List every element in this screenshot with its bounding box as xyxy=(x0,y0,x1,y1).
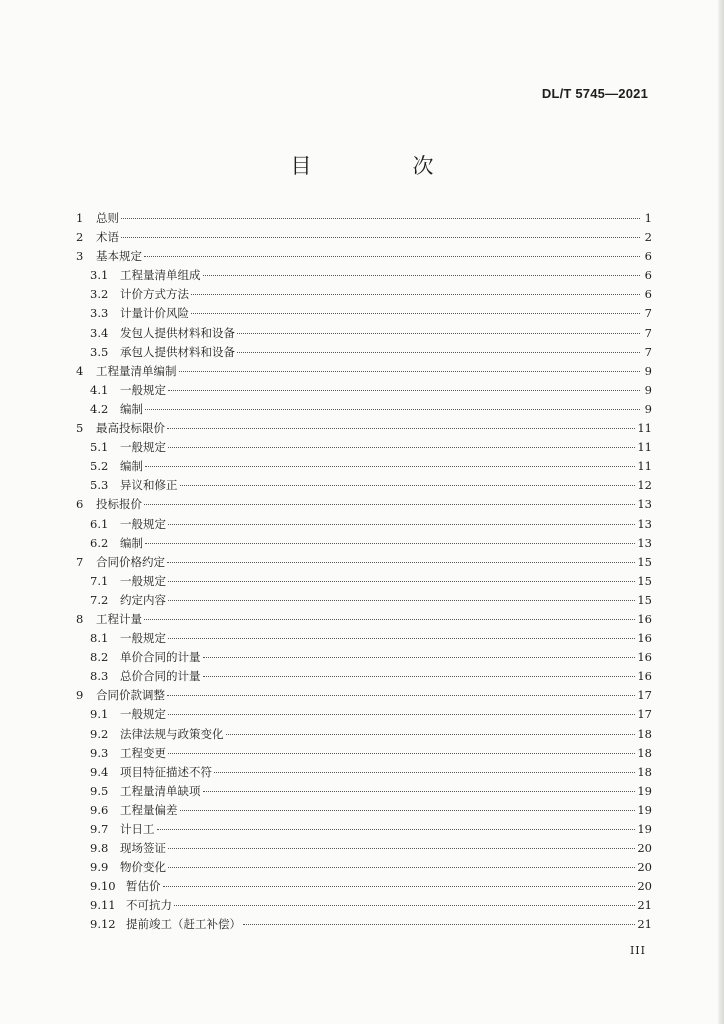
toc-entry[interactable] xyxy=(76,706,652,725)
toc-dot-leader xyxy=(167,562,635,563)
toc-entry[interactable] xyxy=(76,363,652,382)
toc-entry[interactable] xyxy=(76,305,652,324)
toc-entry[interactable] xyxy=(76,286,652,305)
toc-entry-number: 3.4 xyxy=(90,325,109,340)
toc-entry-page: 21 xyxy=(637,917,652,932)
toc-entry-page: 6 xyxy=(644,287,652,302)
toc-entry-number: 6.2 xyxy=(90,535,109,550)
toc-dot-leader xyxy=(145,543,635,544)
toc-entry-title: 工程量清单缺项 xyxy=(120,783,201,798)
toc-entry-title: 单价合同的计量 xyxy=(120,650,201,665)
toc-entry-number: 5 xyxy=(76,421,84,436)
toc-dot-leader xyxy=(180,810,636,811)
toc-entry-title: 编制 xyxy=(120,401,143,416)
toc-entry-page: 9 xyxy=(644,401,652,416)
toc-entry-page: 9 xyxy=(644,363,652,378)
toc-entry-title: 项目特征描述不符 xyxy=(120,764,212,779)
toc-entry[interactable] xyxy=(76,248,652,267)
toc-entry-title: 工程计量 xyxy=(96,611,142,626)
toc-entry-page: 19 xyxy=(637,802,652,817)
toc-entry-title: 总价合同的计量 xyxy=(120,669,201,684)
toc-entry[interactable] xyxy=(76,802,652,821)
toc-entry-page: 2 xyxy=(644,230,652,245)
toc-entry-page: 13 xyxy=(637,497,652,512)
toc-dot-leader xyxy=(243,924,635,925)
toc-dot-leader xyxy=(203,657,636,658)
toc-entry-number: 3.3 xyxy=(90,306,109,321)
toc-entry-number: 9.12 xyxy=(90,917,116,932)
toc-entry-number: 4 xyxy=(76,363,84,378)
toc-entry-number: 3 xyxy=(76,249,84,264)
toc-dot-leader xyxy=(203,676,636,677)
toc-entry-page: 12 xyxy=(637,478,652,493)
toc-entry-title: 提前竣工（赶工补偿） xyxy=(126,917,241,932)
toc-entry-page: 11 xyxy=(637,440,652,455)
toc-entry-number: 7 xyxy=(76,554,84,569)
toc-dot-leader xyxy=(157,829,636,830)
toc-dot-leader xyxy=(163,886,636,887)
toc-entry-page: 17 xyxy=(637,688,652,703)
toc-entry[interactable] xyxy=(76,401,652,420)
toc-dot-leader xyxy=(237,333,640,334)
toc-dot-leader xyxy=(168,714,635,715)
toc-entry-number: 9.7 xyxy=(90,822,109,836)
toc-entry-title: 一般规定 xyxy=(120,516,166,531)
toc-entry-title: 一般规定 xyxy=(120,440,166,455)
toc-dot-leader xyxy=(168,867,635,868)
toc-entry[interactable] xyxy=(76,516,652,535)
toc-entry[interactable] xyxy=(76,726,652,745)
toc-entry[interactable] xyxy=(76,573,652,592)
toc-entry[interactable] xyxy=(76,325,652,344)
toc-entry-page: 18 xyxy=(637,745,652,760)
toc-entry[interactable] xyxy=(76,821,652,840)
toc-entry-page: 16 xyxy=(637,669,652,684)
toc-entry-page: 6 xyxy=(644,268,652,283)
toc-entry-number: 9.3 xyxy=(90,745,109,760)
toc-dot-leader xyxy=(226,734,636,735)
toc-entry-number: 7.2 xyxy=(90,592,109,607)
toc-entry[interactable] xyxy=(76,496,652,515)
table-of-contents xyxy=(76,210,652,936)
toc-entry-title: 发包人提供材料和设备 xyxy=(120,325,235,340)
toc-entry[interactable] xyxy=(76,649,652,668)
toc-dot-leader xyxy=(144,504,635,505)
toc-entry-page: 16 xyxy=(637,611,652,626)
toc-entry-page: 15 xyxy=(637,554,652,569)
toc-entry-page: 20 xyxy=(637,860,652,875)
toc-dot-leader xyxy=(144,256,640,257)
toc-entry[interactable] xyxy=(76,439,652,458)
toc-dot-leader xyxy=(191,313,640,314)
toc-entry-number: 9 xyxy=(76,688,84,703)
toc-entry-title: 承包人提供材料和设备 xyxy=(120,344,235,359)
toc-entry-title: 计日工 xyxy=(120,822,155,836)
toc-entry-number: 8 xyxy=(76,611,84,626)
toc-dot-leader xyxy=(145,409,640,410)
toc-entry-title: 一般规定 xyxy=(120,631,166,646)
toc-entry[interactable] xyxy=(76,382,652,401)
toc-dot-leader xyxy=(168,638,635,639)
toc-dot-leader xyxy=(168,390,640,391)
toc-entry-title: 法律法规与政策变化 xyxy=(120,726,224,741)
toc-entry-page: 13 xyxy=(637,516,652,531)
toc-entry-number: 3.2 xyxy=(90,287,109,302)
toc-entry-title: 现场签证 xyxy=(120,841,166,856)
toc-entry-number: 8.2 xyxy=(90,650,109,665)
toc-entry-page: 7 xyxy=(644,325,652,340)
toc-entry[interactable] xyxy=(76,229,652,248)
toc-dot-leader xyxy=(203,791,636,792)
toc-entry-title: 一般规定 xyxy=(120,573,166,588)
toc-entry-title: 编制 xyxy=(120,535,143,550)
toc-entry-page: 1 xyxy=(644,211,652,225)
toc-entry-page: 18 xyxy=(637,726,652,741)
toc-dot-leader xyxy=(237,352,640,353)
toc-dot-leader xyxy=(144,619,635,620)
toc-entry-title: 不可抗力 xyxy=(126,898,172,913)
toc-dot-leader xyxy=(168,600,635,601)
toc-dot-leader xyxy=(168,753,635,754)
toc-entry[interactable] xyxy=(76,840,652,859)
toc-entry[interactable] xyxy=(76,477,652,496)
toc-entry-page: 16 xyxy=(637,650,652,665)
toc-entry-number: 9.6 xyxy=(90,802,109,817)
toc-dot-leader xyxy=(168,524,635,525)
page-title: 目 次 xyxy=(290,154,474,178)
toc-entry[interactable] xyxy=(76,878,652,897)
toc-entry-page: 19 xyxy=(637,783,652,798)
toc-entry[interactable] xyxy=(76,916,652,935)
toc-entry-title: 合同价格约定 xyxy=(96,554,165,569)
toc-entry-page: 20 xyxy=(637,879,652,894)
toc-dot-leader xyxy=(180,485,636,486)
toc-entry-number: 4.1 xyxy=(90,382,109,397)
toc-entry-title: 工程量偏差 xyxy=(120,802,178,817)
toc-entry-number: 5.2 xyxy=(90,459,109,474)
toc-entry-page: 13 xyxy=(637,535,652,550)
toc-entry-number: 9.4 xyxy=(90,764,109,779)
page-number: III xyxy=(629,944,646,957)
toc-entry-number: 9.5 xyxy=(90,783,109,798)
toc-entry-number: 2 xyxy=(76,230,84,245)
toc-entry-title: 物价变化 xyxy=(120,860,166,875)
toc-entry-title: 计量计价风险 xyxy=(120,306,189,321)
standard-code: DL/T 5745—2021 xyxy=(541,86,648,101)
toc-entry[interactable] xyxy=(76,668,652,687)
toc-entry[interactable] xyxy=(76,611,652,630)
toc-entry-number: 9.2 xyxy=(90,726,109,741)
toc-entry-page: 11 xyxy=(637,459,652,474)
toc-entry-number: 6.1 xyxy=(90,516,109,531)
toc-entry-number: 8.3 xyxy=(90,669,109,684)
toc-entry-number: 7.1 xyxy=(90,573,109,588)
toc-dot-leader xyxy=(191,294,640,295)
toc-entry[interactable] xyxy=(76,630,652,649)
toc-entry-title: 最高投标限价 xyxy=(96,421,165,436)
toc-dot-leader xyxy=(121,237,640,238)
toc-entry-title: 工程变更 xyxy=(120,745,166,760)
toc-entry-page: 15 xyxy=(637,573,652,588)
toc-entry-page: 7 xyxy=(644,344,652,359)
toc-dot-leader xyxy=(168,848,635,849)
toc-entry[interactable] xyxy=(76,535,652,554)
toc-entry-page: 16 xyxy=(637,631,652,646)
toc-entry-page: 17 xyxy=(637,707,652,722)
toc-entry-title: 术语 xyxy=(96,230,119,245)
toc-entry[interactable] xyxy=(76,554,652,573)
toc-dot-leader xyxy=(168,447,635,448)
toc-entry-number: 1 xyxy=(76,211,84,225)
toc-entry[interactable] xyxy=(76,859,652,878)
toc-entry-page: 18 xyxy=(637,764,652,779)
toc-entry[interactable] xyxy=(76,745,652,764)
toc-entry-title: 工程量清单编制 xyxy=(96,363,177,378)
toc-entry-title: 约定内容 xyxy=(120,592,166,607)
toc-entry-page: 7 xyxy=(644,306,652,321)
toc-dot-leader xyxy=(174,905,635,906)
toc-entry-number: 3.1 xyxy=(90,268,109,283)
toc-dot-leader xyxy=(167,428,635,429)
toc-entry[interactable] xyxy=(76,783,652,802)
toc-entry-number: 9.9 xyxy=(90,860,109,875)
toc-entry[interactable] xyxy=(76,458,652,477)
toc-entry-title: 计价方式方法 xyxy=(120,287,189,302)
toc-entry-page: 21 xyxy=(637,898,652,913)
toc-entry-number: 4.2 xyxy=(90,401,109,416)
toc-dot-leader xyxy=(203,275,641,276)
toc-entry-title: 一般规定 xyxy=(120,382,166,397)
toc-entry[interactable] xyxy=(76,897,652,916)
toc-entry-page: 15 xyxy=(637,592,652,607)
toc-entry[interactable] xyxy=(76,344,652,363)
toc-entry-title: 暂估价 xyxy=(126,879,161,894)
toc-entry-number: 5.3 xyxy=(90,478,109,493)
toc-dot-leader xyxy=(168,581,635,582)
toc-entry-page: 6 xyxy=(644,249,652,264)
toc-entry-page: 11 xyxy=(637,421,652,436)
toc-entry[interactable] xyxy=(76,420,652,439)
toc-entry-page: 19 xyxy=(637,822,652,836)
toc-dot-leader xyxy=(179,371,641,372)
toc-entry-number: 9.10 xyxy=(90,879,116,894)
toc-entry-title: 投标报价 xyxy=(96,497,142,512)
toc-entry-title: 工程量清单组成 xyxy=(120,268,201,283)
toc-entry-title: 基本规定 xyxy=(96,249,142,264)
toc-entry-number: 8.1 xyxy=(90,631,109,646)
toc-entry[interactable] xyxy=(76,267,652,286)
toc-entry-title: 合同价款调整 xyxy=(96,688,165,703)
toc-entry-number: 9.8 xyxy=(90,841,109,856)
toc-dot-leader xyxy=(145,466,635,467)
toc-entry-number: 9.1 xyxy=(90,707,109,722)
toc-entry-title: 异议和修正 xyxy=(120,478,178,493)
toc-entry[interactable] xyxy=(76,687,652,706)
toc-dot-leader xyxy=(121,218,640,219)
toc-entry-title: 一般规定 xyxy=(120,707,166,722)
toc-entry-number: 5.1 xyxy=(90,440,109,455)
toc-entry-title: 总则 xyxy=(96,211,119,225)
toc-entry[interactable] xyxy=(76,592,652,611)
toc-dot-leader xyxy=(167,695,635,696)
toc-entry-title: 编制 xyxy=(120,459,143,474)
toc-entry-number: 6 xyxy=(76,497,84,512)
toc-entry[interactable] xyxy=(76,764,652,783)
toc-dot-leader xyxy=(214,772,635,773)
toc-entry-number: 9.11 xyxy=(90,898,116,913)
toc-entry-page: 9 xyxy=(644,382,652,397)
toc-entry-page: 20 xyxy=(637,841,652,856)
toc-entry[interactable] xyxy=(76,210,652,229)
toc-entry-number: 3.5 xyxy=(90,344,109,359)
